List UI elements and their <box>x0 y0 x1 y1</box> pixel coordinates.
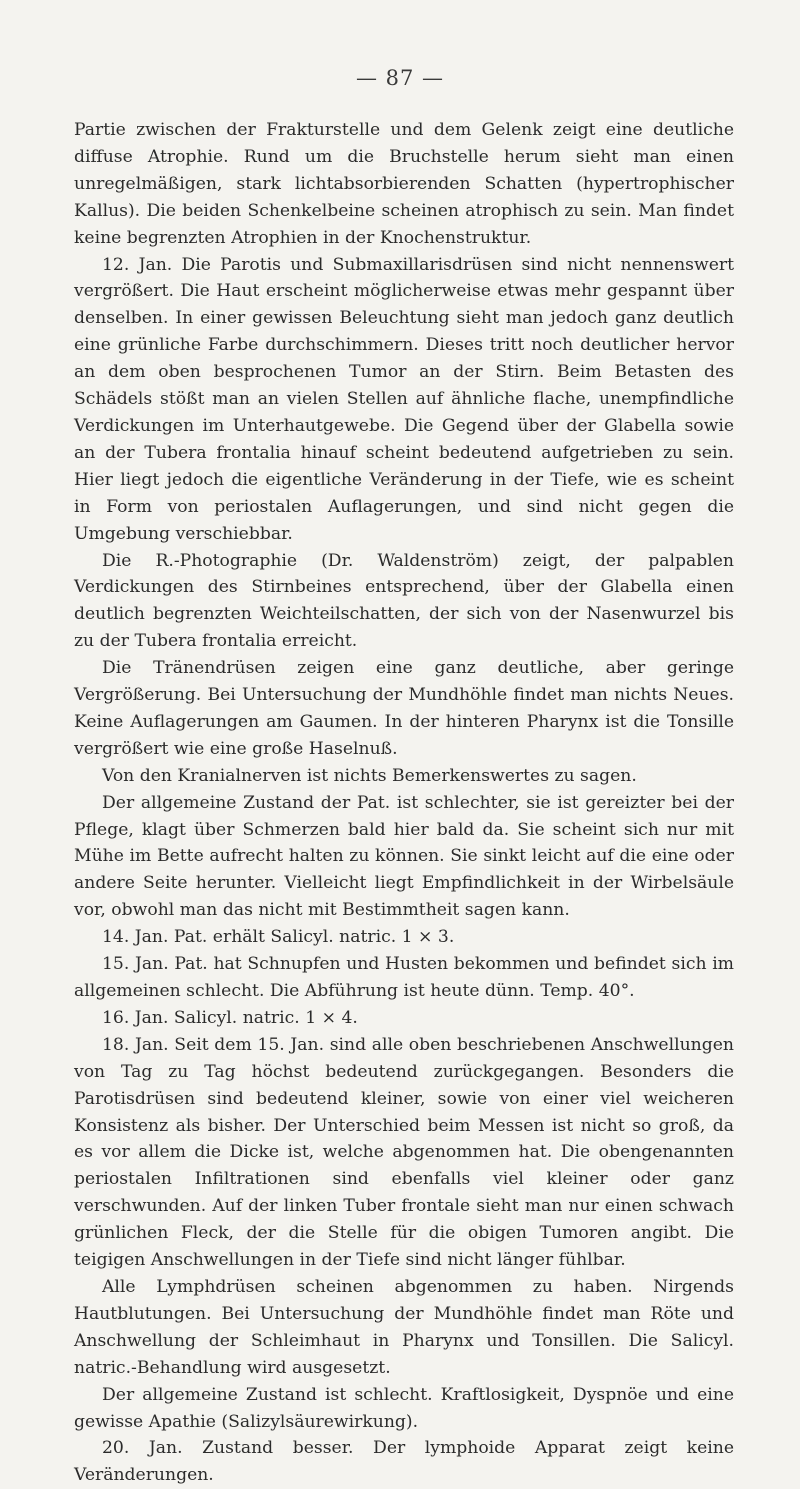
paragraph-jan-12: 12. Jan. Die Parotis und Submaxillarisdrüsen sind nicht nennenswert vergrößert. Die Haut erscheint möglicherweise etwas mehr gespannt über denselben. In einer gewissen Beleuchtung sieht man jedoch ganz deutlich eine grünliche Farbe durchschimmern. Dieses tritt noch deutlicher hervor an dem oben besprochenen Tumor an der Stirn. Beim Betasten des Schädels stößt man an vielen Stellen auf ähnliche flache, unempfindliche Verdickungen im Unterhautgewebe. Die Gegend über der Glabella sowie an der Tubera frontalia hinauf scheint bedeutend aufgetrieben zu sein. Hier liegt jedoch die eigentliche Veränderung in der Tiefe, wie es scheint in Form von periostalen Auflagerungen, und sind nicht gegen die Umgebung verschiebbar. <box>74 254 734 544</box>
paragraph-lymph-glands: Alle Lymphdrüsen scheinen abgenommen zu haben. Nirgends Hautblutungen. Bei Untersuchung der Mundhöhle findet man Röte und Anschwellung der Schleimhaut in Pharynx und Tonsillen. Die Salicyl. natric.-Behandlung wird ausgesetzt. <box>74 1276 734 1378</box>
paragraph-jan-15: 15. Jan. Pat. hat Schnupfen und Husten bekommen und befindet sich im allgemeinen schlecht. Die Abführung ist heute dünn. Temp. 40°. <box>74 954 734 1001</box>
paragraph-jan-18: 18. Jan. Seit dem 15. Jan. sind alle oben beschriebenen Anschwellungen von Tag zu Tag höchst bedeutend zurückgegangen. Besonders die Parotisdrüsen sind bedeutend kleiner, sowie von einer viel weicheren Konsistenz als bisher. Der Unterschied beim Messen ist nicht so groß, da es vor allem die Dicke ist, welche abgenommen hat. Die obengenannten periostalen Infiltrationen sind ebenfalls viel kleiner oder ganz verschwunden. Auf der linken Tuber frontale sieht man nur einen schwach grünlichen Fleck, der die Stelle für die obigen Tumoren angibt. Die teigigen Anschwellungen in der Tiefe sind nicht länger fühlbar. <box>74 1034 734 1271</box>
paragraph-tear-glands: Die Tränendrüsen zeigen eine ganz deutliche, aber geringe Vergrößerung. Bei Untersuchung der Mundhöhle findet man nichts Neues. Keine Auflagerungen am Gaumen. In der hinteren Pharynx ist die Tonsille vergrößert wie eine große Haselnuß. <box>74 658 734 759</box>
body-text <box>74 117 734 1489</box>
paragraph-photograph: Die R.-Photographie (Dr. Waldenström) zeigt, der palpablen Verdickungen des Stirnbeines entsprechend, über der Glabella einen deutlich begrenzten Weichteilschatten, der sich von der Nasenwurzel bis zu der Tubera frontalia erreicht. <box>74 550 734 652</box>
paragraph-fracture-atrophy: Partie zwischen der Frakturstelle und dem Gelenk zeigt eine deutliche diffuse Atrophie. Rund um die Bruchstelle herum sieht man einen unregelmäßigen, stark lichtabsorbierenden Schatten (hypertrophischer Kallus). Die beiden Schenkelbeine scheinen atrophisch zu sein. Man findet keine begrenzten Atrophien in der Knochenstruktur. <box>74 120 734 248</box>
paragraph-jan-14: 14. Jan. Pat. erhält Salicyl. natric. 1 × 3. <box>102 927 455 948</box>
paragraph-cranial-nerves: Von den Kranialnerven ist nichts Bemerkenswertes zu sagen. <box>102 765 637 786</box>
page-number: — 87 — <box>355 66 445 90</box>
paragraph-condition-bad: Der allgemeine Zustand ist schlecht. Kraftlosigkeit, Dyspnöe und eine gewisse Apathie (Salizylsäurewirkung). <box>74 1384 734 1432</box>
paragraph-jan-20: 20. Jan. Zustand besser. Der lymphoide Apparat zeigt keine Veränderungen. <box>74 1438 734 1486</box>
paragraph-jan-16: 16. Jan. Salicyl. natric. 1 × 4. <box>102 1007 358 1028</box>
paragraph-general-condition: Der allgemeine Zustand der Pat. ist schlechter, sie ist gereizter bei der Pflege, klagt über Schmerzen bald hier bald da. Sie scheint sich nur mit Mühe im Bette aufrecht halten zu können. Sie sinkt leicht auf die eine oder andere Seite herunter. Vielleicht liegt Empfindlichkeit in der Wirbelsäule vor, obwohl man das nicht mit Bestimmtheit sagen kann. <box>74 792 734 921</box>
